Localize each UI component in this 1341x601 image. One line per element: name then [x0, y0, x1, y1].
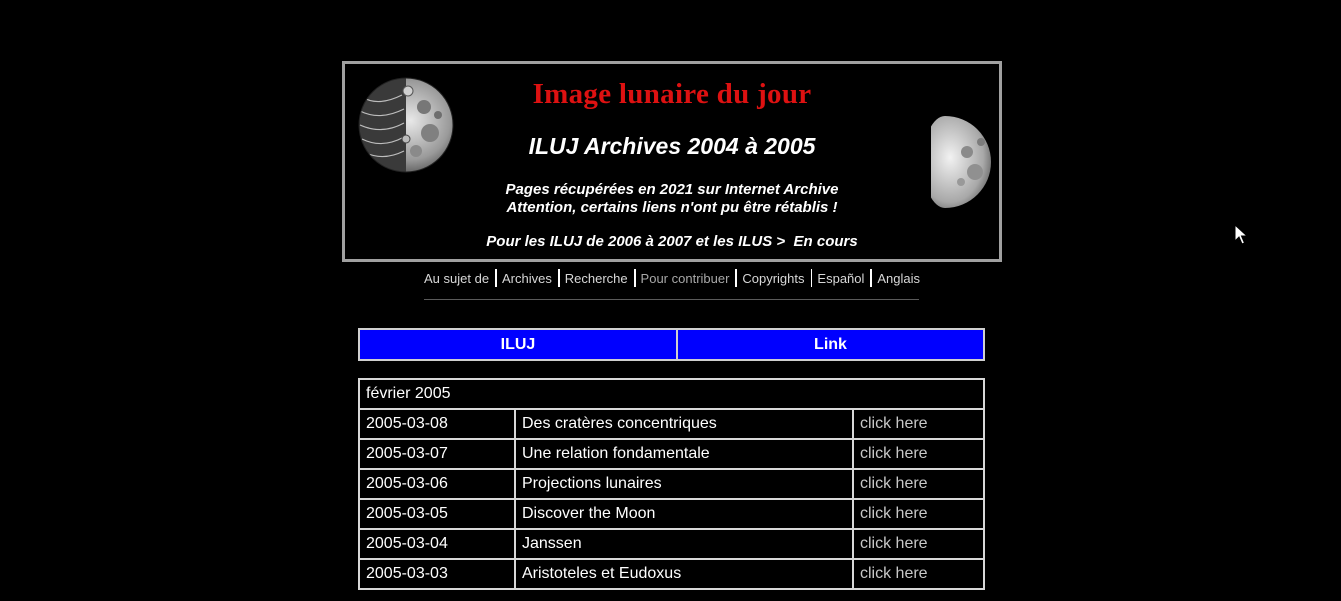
- row-date: 2005-03-07: [359, 439, 515, 469]
- row-link[interactable]: click here: [860, 565, 928, 582]
- nav-separator: [495, 269, 497, 287]
- table-row: [359, 499, 984, 529]
- row-date: 2005-03-08: [359, 409, 515, 439]
- nav-separator: [870, 269, 872, 287]
- row-link[interactable]: click here: [860, 475, 928, 492]
- recovery-note: Pages récupérées en 2021 sur Internet Archive: [505, 181, 839, 198]
- moon-crescent-icon: [931, 112, 993, 212]
- row-link[interactable]: click here: [860, 505, 928, 522]
- row-title: Une relation fondamentale: [515, 439, 853, 469]
- row-link[interactable]: click here: [860, 415, 928, 432]
- later-archives-note: [345, 233, 999, 250]
- row-date: 2005-03-06: [359, 469, 515, 499]
- header-banner: [342, 61, 1002, 262]
- nav-english[interactable]: Anglais: [877, 270, 920, 286]
- row-title: Discover the Moon: [515, 499, 853, 529]
- row-date: 2005-03-05: [359, 499, 515, 529]
- nav-separator: [634, 269, 636, 287]
- row-title: Des cratères concentriques: [515, 409, 853, 439]
- header-link: Link: [677, 329, 984, 360]
- nav-spanish[interactable]: Español: [817, 270, 865, 286]
- nav-search[interactable]: Recherche: [564, 270, 628, 286]
- row-date: 2005-03-04: [359, 529, 515, 559]
- top-navigation: [424, 267, 920, 289]
- row-title: Janssen: [515, 529, 853, 559]
- row-link[interactable]: click here: [860, 445, 928, 462]
- archive-table: [358, 378, 985, 590]
- month-row: [359, 379, 984, 409]
- nav-archives[interactable]: Archives: [501, 270, 552, 286]
- row-link[interactable]: click here: [860, 535, 928, 552]
- nav-separator: [735, 269, 737, 287]
- nav-copyrights[interactable]: Copyrights: [742, 270, 805, 286]
- nav-separator: [811, 269, 813, 287]
- table-row: [359, 469, 984, 499]
- nav-about[interactable]: Au sujet de: [424, 270, 490, 286]
- in-progress-status: En cours: [793, 233, 858, 250]
- archive-header-table: [358, 328, 985, 361]
- later-archives-text: Pour les ILUJ de 2006 à 2007 et les ILUS >: [486, 233, 786, 250]
- table-row: [359, 559, 984, 589]
- table-row: [359, 439, 984, 469]
- row-title: Projections lunaires: [515, 469, 853, 499]
- archive-subtitle: ILUJ Archives 2004 à 2005: [528, 133, 816, 159]
- nav-contribute[interactable]: Pour contribuer: [640, 270, 730, 286]
- row-date: 2005-03-03: [359, 559, 515, 589]
- nav-separator: [558, 269, 560, 287]
- mouse-pointer-icon: [1234, 224, 1248, 246]
- header-iluj: ILUJ: [359, 329, 677, 360]
- row-title: Aristoteles et Eudoxus: [515, 559, 853, 589]
- nav-divider: [424, 299, 919, 300]
- site-title: Image lunaire du jour: [532, 78, 812, 110]
- table-row: [359, 409, 984, 439]
- month-label: février 2005: [359, 379, 984, 409]
- broken-links-warning: Attention, certains liens n'ont pu être rétablis !: [506, 199, 838, 216]
- table-row: [359, 529, 984, 559]
